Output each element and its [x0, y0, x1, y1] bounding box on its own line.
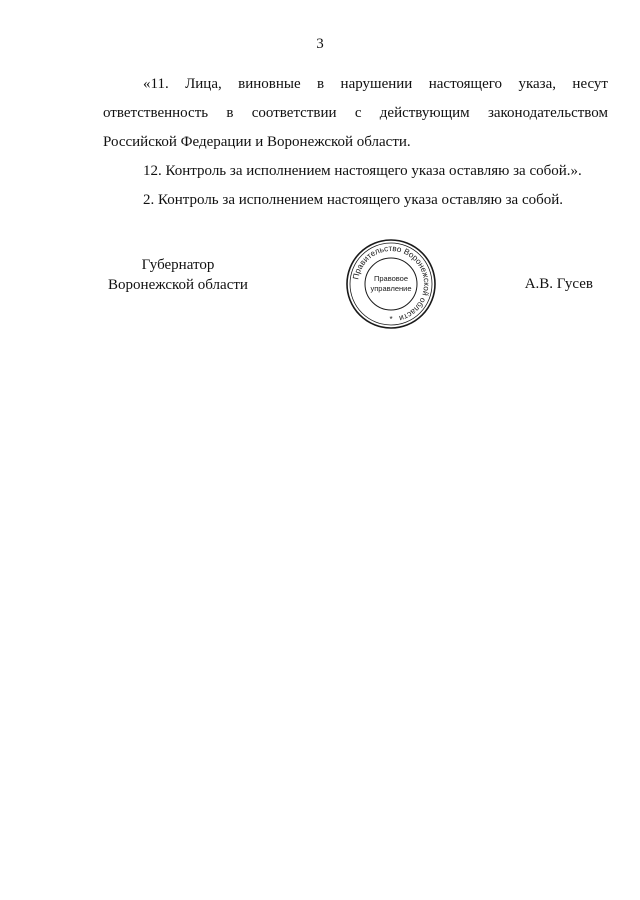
document-body — [103, 70, 608, 215]
stamp-inner-line-2: управление — [370, 284, 412, 293]
paragraph-clause-11: «11. Лица, виновные в нарушении настоящего указа, несут ответственность в соответствии с действующим законодательством Российской Федерации и Воронежской области. — [103, 76, 608, 150]
page-number: 3 — [316, 36, 324, 52]
paragraph-item-2: 2. Контроль за исполнением настоящего указа оставляю за собой. — [143, 192, 564, 208]
signature-block — [103, 243, 608, 330]
stamp-inner-line-1: Правовое — [373, 274, 409, 283]
signatory-title — [103, 255, 253, 295]
official-stamp — [345, 238, 437, 330]
stamp-seal-icon — [345, 238, 437, 330]
signatory-title-line-1: Губернатор — [141, 257, 215, 273]
paragraph-clause-12: 12. Контроль за исполнением настоящего указа оставляю за собой.». — [143, 163, 582, 179]
signatory-title-line-2: Воронежской области — [108, 277, 248, 293]
stamp-bottom-star: * — [389, 315, 393, 324]
signatory-name: А.В. Гусев — [524, 276, 593, 292]
stamp-ring-text: Правительство Воронежской области — [351, 243, 432, 323]
